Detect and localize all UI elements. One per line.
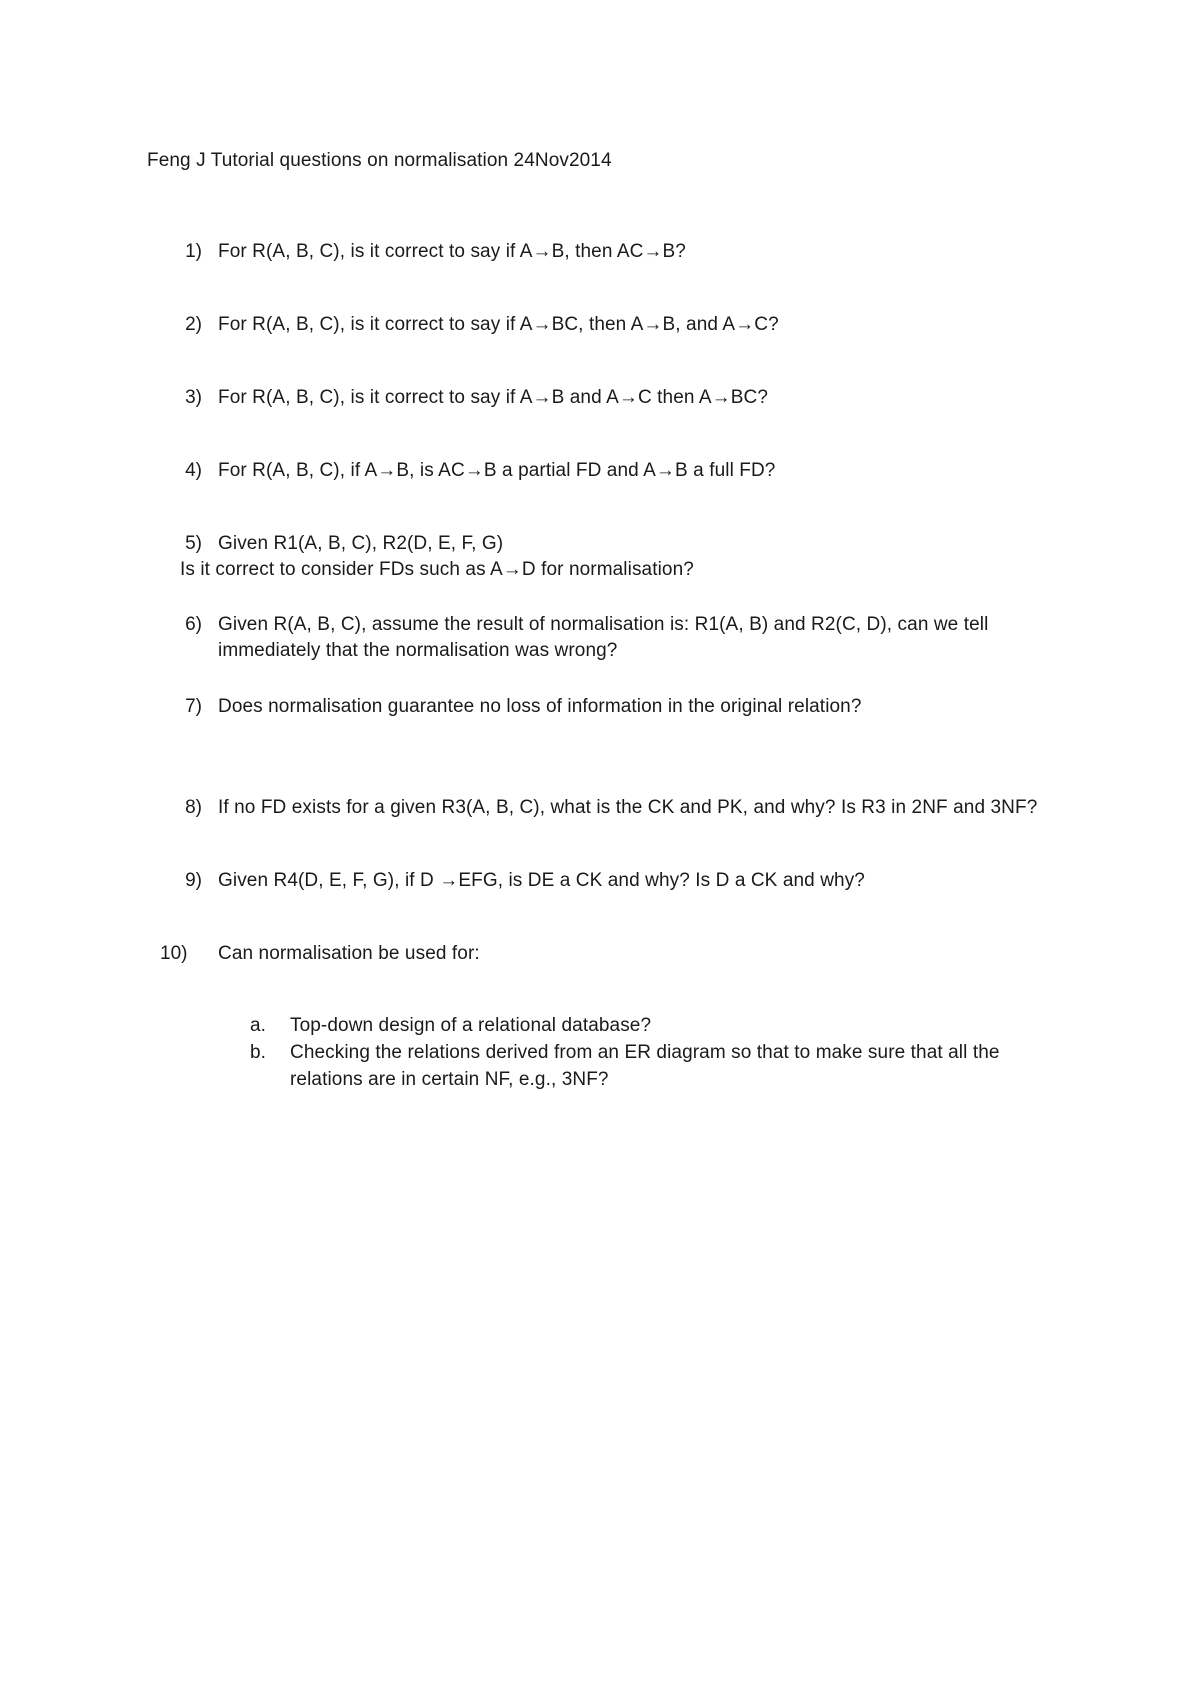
question-number: 7) xyxy=(185,696,202,717)
subitem-label: a. xyxy=(250,1015,266,1036)
question-number: 10) xyxy=(160,943,188,964)
question-number: 6) xyxy=(185,614,202,635)
question-text: Given R1(A, B, C), R2(D, E, F, G) xyxy=(218,533,504,554)
document-title: Feng J Tutorial questions on normalisation 24Nov2014 xyxy=(147,150,612,171)
question-number: 1) xyxy=(185,241,202,262)
question-number: 3) xyxy=(185,387,202,408)
question-text: If no FD exists for a given R3(A, B, C), what is the CK and PK, and why? Is R3 in 2NF and 3NF? xyxy=(218,797,1038,818)
question-text: Given R4(D, E, F, G), if D →EFG, is DE a CK and why? Is D a CK and why? xyxy=(218,870,865,891)
question-text: For R(A, B, C), if A→B, is AC→B a partial FD and A→B a full FD? xyxy=(218,460,776,481)
question-number: 8) xyxy=(185,797,202,818)
subitem-label: b. xyxy=(250,1042,266,1063)
question-text: Can normalisation be used for: xyxy=(218,943,480,964)
question-text: Given R(A, B, C), assume the result of normalisation is: R1(A, B) and R2(C, D), can we tell xyxy=(218,614,989,635)
question-text: Does normalisation guarantee no loss of information in the original relation? xyxy=(218,696,862,717)
subitem-text: Checking the relations derived from an ER diagram so that to make sure that all the xyxy=(290,1042,1000,1063)
question-text: For R(A, B, C), is it correct to say if A→B, then AC→B? xyxy=(218,241,686,262)
question-number: 2) xyxy=(185,314,202,335)
question-continuation: immediately that the normalisation was wrong? xyxy=(218,640,618,661)
subitem-text: Top-down design of a relational database? xyxy=(290,1015,652,1036)
question-number: 4) xyxy=(185,460,202,481)
question-continuation: Is it correct to consider FDs such as A→D for normalisation? xyxy=(180,559,694,580)
question-number: 5) xyxy=(185,533,202,554)
question-text: For R(A, B, C), is it correct to say if A→B and A→C then A→BC? xyxy=(218,387,768,408)
question-number: 9) xyxy=(185,870,202,891)
subitem-continuation: relations are in certain NF, e.g., 3NF? xyxy=(290,1069,609,1090)
question-text: For R(A, B, C), is it correct to say if A→BC, then A→B, and A→C? xyxy=(218,314,779,335)
